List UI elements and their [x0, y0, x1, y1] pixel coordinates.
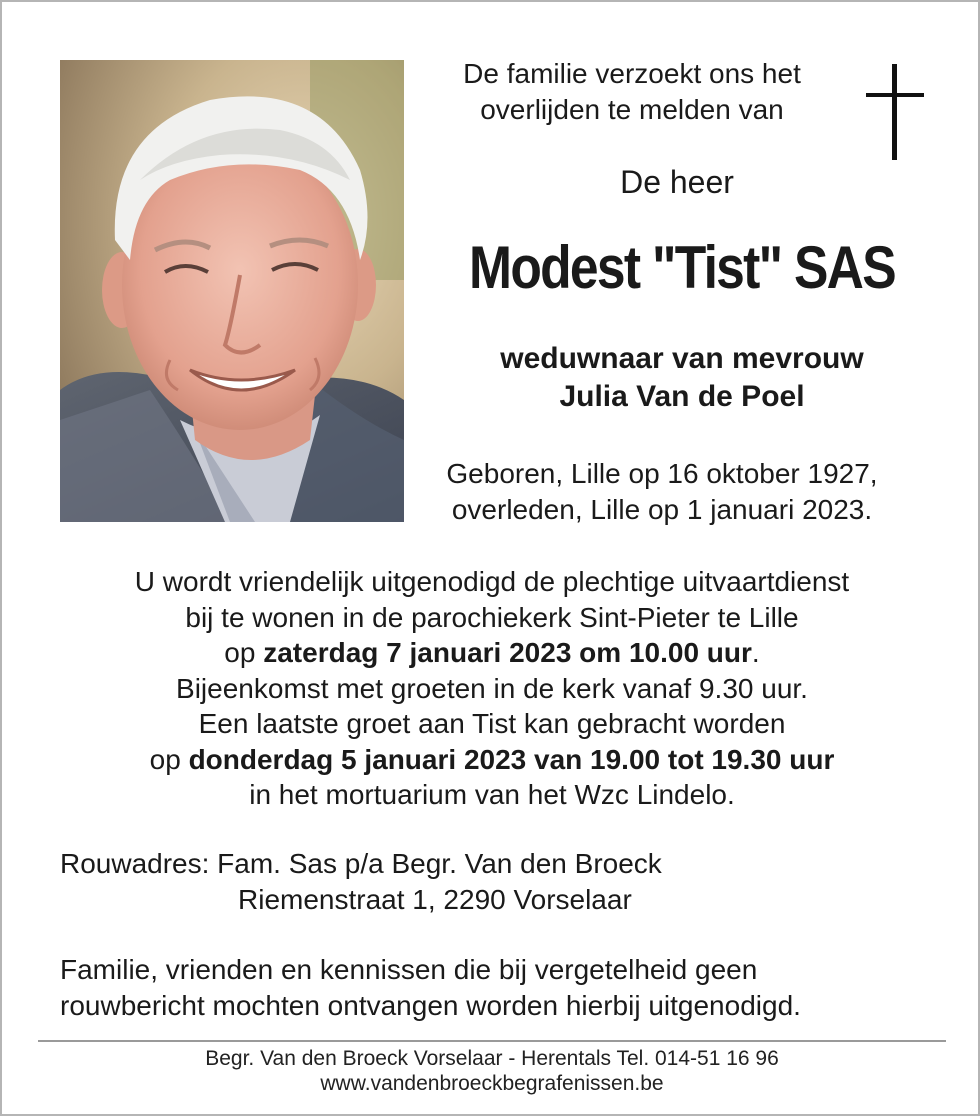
- funeral-home-website[interactable]: www.vandenbroeckbegrafenissen.be: [320, 1072, 664, 1095]
- service-line-1: U wordt vriendelijk uitgenodigd de plechtige uitvaartdienst: [134, 566, 850, 597]
- widower-of: [412, 340, 952, 416]
- funeral-datetime: zaterdag 7 januari 2023 om 10.00 uur: [263, 637, 752, 668]
- viewing-datetime: donderdag 5 januari 2023 van 19.00 tot 19.30 uur: [188, 743, 835, 775]
- service-line-2: bij te wonen in de parochiekerk Sint-Pieter te Lille: [185, 601, 799, 633]
- salutation: De heer: [620, 164, 734, 200]
- service-line-3: op zaterdag 7 januari 2023 om 10.00 uur.: [224, 637, 760, 668]
- closing-line-2: rouwbericht mochten ontvangen worden hierbij uitgenodigd.: [60, 990, 801, 1021]
- address-line-1: Rouwadres: Fam. Sas p/a Begr. Van den Broeck: [60, 848, 662, 879]
- service-details: [42, 564, 942, 813]
- closing-note: [60, 952, 940, 1024]
- birth-line: Geboren, Lille op 16 oktober 1927,: [446, 458, 878, 489]
- funeral-home-contact: Begr. Van den Broeck Vorselaar - Herentals Tel. 014-51 16 96: [205, 1047, 779, 1070]
- address-line-2: Riemenstraat 1, 2290 Vorselaar: [238, 884, 632, 915]
- footer-divider: [38, 1040, 946, 1042]
- intro-text: [422, 56, 842, 128]
- service-line-7: in het mortuarium van het Wzc Lindelo.: [249, 779, 735, 810]
- intro-line-1: De familie verzoekt ons het: [463, 58, 801, 89]
- death-line: overleden, Lille op 1 januari 2023.: [451, 494, 873, 525]
- mourning-address: [60, 846, 760, 918]
- service-line-4: Bijeenkomst met groeten in de kerk vanaf 9.30 uur.: [176, 672, 808, 704]
- service-line-6: op donderdag 5 januari 2023 van 19.00 tot 19.30 uur: [149, 743, 835, 775]
- service-line-5: Een laatste groet aan Tist kan gebracht worden: [198, 708, 786, 739]
- deceased-name: Modest "Tist" SAS: [469, 234, 895, 301]
- intro-line-2: overlijden te melden van: [480, 94, 784, 125]
- footer: [42, 1046, 942, 1096]
- cross-icon: [866, 64, 924, 160]
- widower-line-1: weduwnaar van mevrouw: [500, 342, 864, 375]
- birth-death-dates: [412, 456, 912, 528]
- closing-line-1: Familie, vrienden en kennissen die bij vergetelheid geen: [60, 954, 758, 985]
- spouse-name: Julia Van de Poel: [559, 380, 805, 413]
- portrait-photo: [60, 60, 404, 522]
